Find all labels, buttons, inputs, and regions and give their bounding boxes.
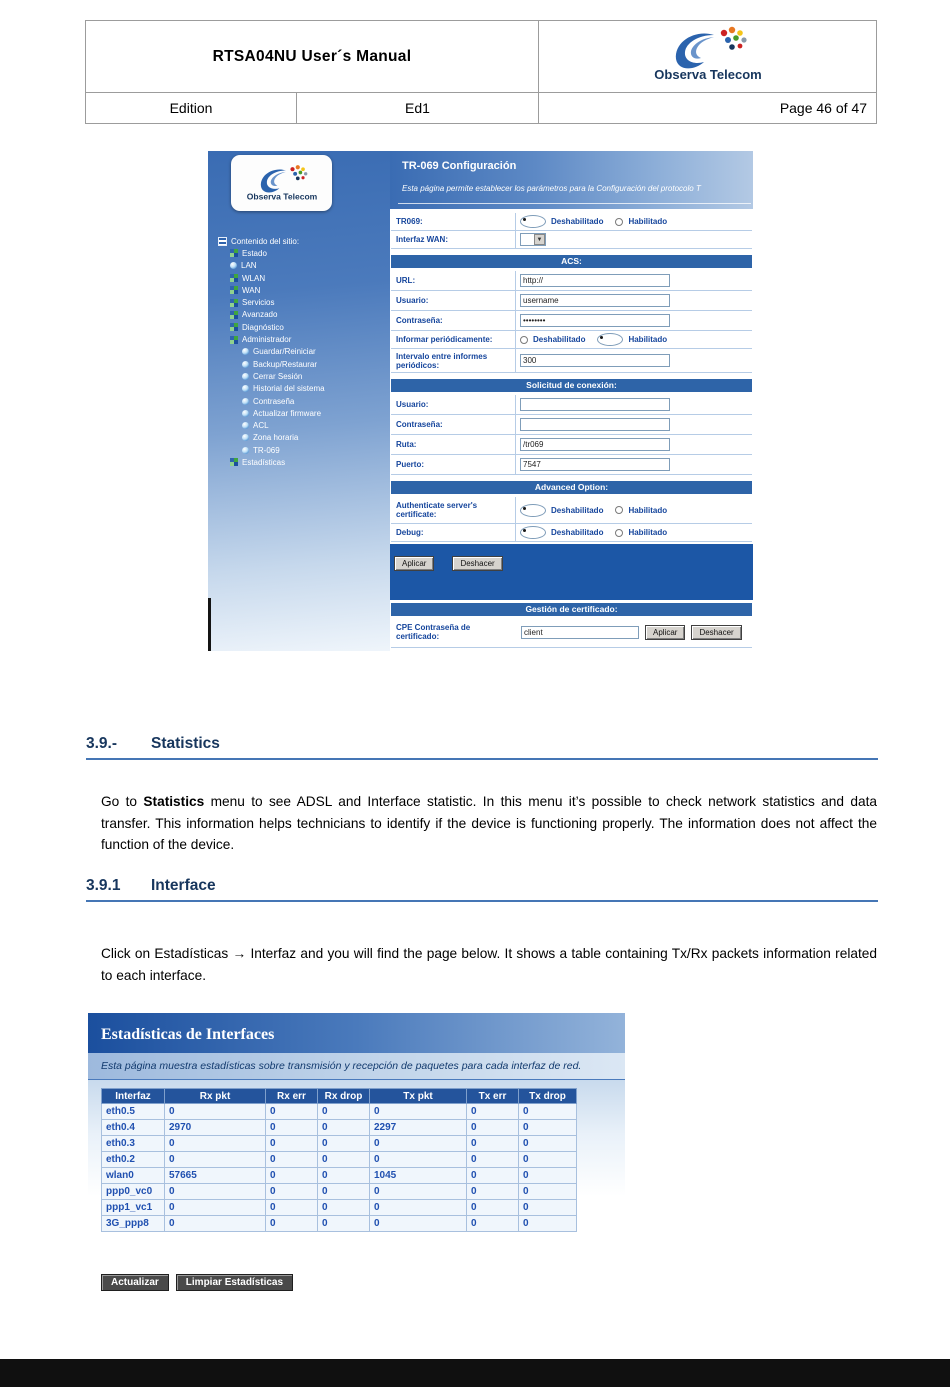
statistics-page-subtitle: Esta página muestra estadísticas sobre transmisión y recepción de paquetes para cada interfaz de red. bbox=[88, 1053, 625, 1080]
sidebar-item-label: Servicios bbox=[242, 298, 275, 308]
column-header: Tx err bbox=[467, 1089, 519, 1104]
stat-cell: 0 bbox=[318, 1168, 370, 1184]
interface-paragraph bbox=[101, 943, 877, 986]
url-input[interactable] bbox=[520, 274, 670, 287]
blocks-icon bbox=[230, 299, 238, 307]
sidebar-item-label: WAN bbox=[242, 285, 261, 295]
stat-cell: 0 bbox=[467, 1136, 519, 1152]
stat-cell: 1045 bbox=[370, 1168, 467, 1184]
sidebar-item-estadisticas[interactable] bbox=[218, 456, 388, 468]
stat-cell: 0 bbox=[318, 1152, 370, 1168]
tree-root-label: Contenido del sitio: bbox=[231, 236, 300, 246]
field-label: TR069: bbox=[396, 217, 423, 226]
sidebar-item-wlan[interactable] bbox=[218, 272, 388, 284]
paragraph-text: Click on Estadísticas bbox=[101, 946, 233, 961]
page-number: Page 46 of 47 bbox=[539, 93, 877, 124]
sidebar-item-lan[interactable] bbox=[218, 260, 388, 272]
sidebar-item-label: Administrador bbox=[242, 335, 292, 345]
blocks-icon bbox=[230, 458, 238, 466]
logo-dot bbox=[301, 176, 304, 179]
stat-cell: 0 bbox=[318, 1104, 370, 1120]
sidebar-item-cerrar-sesion[interactable] bbox=[218, 370, 388, 382]
sidebar-item-label: LAN bbox=[241, 261, 257, 271]
form-row-acs-user bbox=[391, 291, 752, 311]
inform-habilitado-radio[interactable] bbox=[597, 333, 623, 346]
form-row-interval bbox=[391, 349, 752, 373]
stat-cell: 0 bbox=[165, 1200, 266, 1216]
blocks-icon bbox=[230, 249, 238, 257]
stat-cell: 0 bbox=[165, 1216, 266, 1232]
stat-cell: 0 bbox=[370, 1184, 467, 1200]
advanced-option-section-bar: Advanced Option: bbox=[391, 481, 752, 494]
form-row-url bbox=[391, 271, 752, 291]
auth-deshabilitado-radio[interactable] bbox=[520, 504, 546, 517]
stat-cell: 0 bbox=[370, 1104, 467, 1120]
section-title: Statistics bbox=[151, 735, 220, 752]
stat-cell: 0 bbox=[467, 1184, 519, 1200]
section-number: 3.9.- bbox=[86, 735, 118, 752]
field-label: Ruta: bbox=[396, 440, 417, 449]
sidebar-item-label: Avanzado bbox=[242, 310, 278, 320]
column-header: Rx pkt bbox=[165, 1089, 266, 1104]
stat-cell: 0 bbox=[266, 1120, 318, 1136]
sphere-icon bbox=[242, 385, 249, 392]
arrow-right-icon: → bbox=[232, 946, 247, 961]
sidebar-item-label: Estado bbox=[242, 248, 267, 258]
form-row-conn-user bbox=[391, 395, 752, 415]
connection-request-section-bar: Solicitud de conexión: bbox=[391, 379, 752, 392]
stat-cell: 0 bbox=[519, 1136, 577, 1152]
table-row bbox=[102, 1136, 577, 1152]
sidebar-item-historial-del-sistema[interactable] bbox=[218, 383, 388, 395]
tr069-page-header bbox=[390, 151, 753, 209]
sidebar-item-label: Actualizar firmware bbox=[253, 408, 322, 418]
stat-cell: 2297 bbox=[370, 1120, 467, 1136]
stat-cell: 0 bbox=[370, 1200, 467, 1216]
field-label: Contraseña: bbox=[396, 316, 443, 325]
stat-cell: 0 bbox=[467, 1168, 519, 1184]
sidebar-item-diagnostico[interactable] bbox=[218, 321, 388, 333]
form-row-tr069 bbox=[391, 213, 752, 231]
sidebar-item-label: TR-069 bbox=[253, 445, 280, 455]
stat-cell: 0 bbox=[467, 1104, 519, 1120]
sidebar-item-label: ACL bbox=[253, 421, 269, 431]
form-row-cpe-certificate bbox=[391, 619, 752, 648]
screenshot-edge-artifact bbox=[208, 598, 211, 651]
path-input[interactable] bbox=[520, 438, 670, 451]
paragraph-bold-text: Statistics bbox=[143, 794, 205, 809]
section-heading-interface bbox=[86, 877, 878, 902]
stat-cell: 0 bbox=[467, 1200, 519, 1216]
observa-telecom-logo-small bbox=[236, 161, 328, 205]
sphere-icon bbox=[242, 373, 249, 380]
stat-cell: 0 bbox=[370, 1216, 467, 1232]
tr069-deshabilitado-radio[interactable] bbox=[520, 215, 546, 228]
chevron-down-icon: ▼ bbox=[534, 234, 545, 245]
interface-name: 3G_ppp8 bbox=[102, 1216, 165, 1232]
blocks-icon bbox=[230, 336, 238, 344]
interface-name: eth0.5 bbox=[102, 1104, 165, 1120]
stat-cell: 0 bbox=[318, 1184, 370, 1200]
cpe-password-input[interactable] bbox=[521, 626, 639, 639]
stat-cell: 0 bbox=[370, 1136, 467, 1152]
interface-name: ppp0_vc0 bbox=[102, 1184, 165, 1200]
table-header-row bbox=[102, 1089, 577, 1104]
stat-cell: 0 bbox=[467, 1120, 519, 1136]
sidebar-item-avanzado[interactable] bbox=[218, 309, 388, 321]
radio-label: Deshabilitado bbox=[533, 335, 586, 344]
statistics-paragraph bbox=[101, 791, 877, 856]
stat-cell: 0 bbox=[266, 1104, 318, 1120]
port-input[interactable] bbox=[520, 458, 670, 471]
logo-dot bbox=[295, 165, 299, 169]
wan-interface-select[interactable] bbox=[520, 233, 546, 246]
form-row-auth-certificate bbox=[391, 497, 752, 524]
field-label: Contraseña: bbox=[396, 420, 443, 429]
form-row-path bbox=[391, 435, 752, 455]
debug-deshabilitado-radio[interactable] bbox=[520, 526, 546, 539]
sphere-icon bbox=[242, 447, 249, 454]
sidebar-item-label: Contraseña bbox=[253, 396, 295, 406]
table-row bbox=[102, 1104, 577, 1120]
sidebar-item-label: Historial del sistema bbox=[253, 384, 325, 394]
stat-cell: 0 bbox=[165, 1152, 266, 1168]
stat-cell: 0 bbox=[266, 1184, 318, 1200]
field-label: Puerto: bbox=[396, 460, 424, 469]
sidebar-item-actualizar-firmware[interactable] bbox=[218, 407, 388, 419]
logo-brand-text: Observa Telecom bbox=[653, 67, 762, 82]
interface-name: ppp1_vc1 bbox=[102, 1200, 165, 1216]
table-row bbox=[102, 1216, 577, 1232]
paragraph-text: Interfaz and you will find the page below. It shows a table containing Tx/Rx packets information related to each interface. bbox=[101, 946, 877, 983]
stat-cell: 0 bbox=[266, 1152, 318, 1168]
radio-label: Habilitado bbox=[628, 505, 668, 515]
table-row bbox=[102, 1200, 577, 1216]
field-label: Informar periódicamente: bbox=[396, 335, 493, 344]
page-bottom-bar bbox=[0, 1359, 950, 1387]
stat-cell: 57665 bbox=[165, 1168, 266, 1184]
stat-cell: 0 bbox=[318, 1200, 370, 1216]
form-row-conn-password bbox=[391, 415, 752, 435]
field-label: Usuario: bbox=[396, 296, 429, 305]
tr069-habilitado-radio[interactable] bbox=[615, 218, 623, 226]
interval-input[interactable] bbox=[520, 354, 670, 367]
stat-cell: 0 bbox=[519, 1168, 577, 1184]
sidebar-item-zona-horaria[interactable] bbox=[218, 432, 388, 444]
radio-label: Habilitado bbox=[628, 528, 668, 537]
radio-label: Deshabilitado bbox=[551, 217, 604, 226]
logo-dot bbox=[741, 37, 746, 42]
apply-button[interactable]: Aplicar bbox=[394, 556, 434, 571]
logo-dot bbox=[303, 172, 306, 175]
statistics-table-area bbox=[88, 1080, 625, 1235]
stat-cell: 0 bbox=[519, 1216, 577, 1232]
radio-label: Deshabilitado bbox=[551, 505, 604, 515]
logo-dot bbox=[290, 167, 294, 171]
table-row bbox=[102, 1168, 577, 1184]
logo-dot bbox=[737, 44, 742, 49]
sidebar-item-servicios[interactable] bbox=[218, 296, 388, 308]
stat-cell: 2970 bbox=[165, 1120, 266, 1136]
stat-cell: 0 bbox=[519, 1200, 577, 1216]
form-row-inform bbox=[391, 331, 752, 349]
field-label: Authenticate server's certificate: bbox=[396, 501, 478, 519]
blocks-icon bbox=[230, 274, 238, 282]
field-label: Usuario: bbox=[396, 400, 429, 409]
sidebar-item-backup-restaurar[interactable] bbox=[218, 358, 388, 370]
logo-dot bbox=[293, 172, 297, 176]
logo-dot bbox=[301, 167, 305, 171]
statistics-page-title: Estadísticas de Interfaces bbox=[101, 1026, 275, 1043]
paragraph-text: Go to bbox=[101, 794, 144, 809]
interface-name: eth0.4 bbox=[102, 1120, 165, 1136]
acs-password-input[interactable] bbox=[520, 314, 670, 327]
stat-cell: 0 bbox=[519, 1120, 577, 1136]
manual-title: RTSA04NU User´s Manual bbox=[86, 21, 539, 93]
stat-cell: 0 bbox=[318, 1120, 370, 1136]
sphere-icon bbox=[242, 434, 249, 441]
stat-cell: 0 bbox=[370, 1152, 467, 1168]
table-row bbox=[102, 1152, 577, 1168]
stat-cell: 0 bbox=[519, 1152, 577, 1168]
site-navigation-tree bbox=[218, 235, 388, 469]
sidebar-item-acl[interactable] bbox=[218, 419, 388, 431]
radio-label: Deshabilitado bbox=[551, 528, 604, 537]
debug-habilitado-radio[interactable] bbox=[615, 529, 623, 537]
interface-name: eth0.3 bbox=[102, 1136, 165, 1152]
sphere-icon bbox=[242, 361, 249, 368]
interface-statistics-table bbox=[101, 1088, 577, 1232]
table-row bbox=[102, 1184, 577, 1200]
sidebar-logo-box bbox=[231, 155, 332, 211]
router-sidebar bbox=[208, 151, 390, 651]
header-divider bbox=[398, 203, 751, 204]
sidebar-item-label: Guardar/Reiniciar bbox=[253, 347, 316, 357]
sidebar-item-label: Zona horaria bbox=[253, 433, 299, 443]
sidebar-item-label: Estadísticas bbox=[242, 457, 286, 467]
sidebar-item-administrador[interactable] bbox=[218, 333, 388, 345]
sidebar-item-wan[interactable] bbox=[218, 284, 388, 296]
sidebar-item-label: Cerrar Sesión bbox=[253, 371, 303, 381]
header-table bbox=[85, 20, 877, 124]
sphere-icon bbox=[230, 262, 237, 269]
certificate-undo-button[interactable]: Deshacer bbox=[691, 625, 741, 640]
sphere-icon bbox=[242, 422, 249, 429]
logo-dot bbox=[729, 44, 735, 50]
blocks-icon bbox=[230, 286, 238, 294]
edition-value: Ed1 bbox=[297, 93, 539, 124]
logo-dot bbox=[295, 177, 299, 181]
sidebar-item-tr-069[interactable] bbox=[218, 444, 388, 456]
tree-root bbox=[218, 235, 388, 247]
sphere-icon bbox=[242, 398, 249, 405]
radio-label: Habilitado bbox=[628, 217, 668, 226]
logo-brand-text: Observa Telecom bbox=[246, 191, 317, 202]
acs-username-input[interactable] bbox=[520, 294, 670, 307]
stat-cell: 0 bbox=[165, 1184, 266, 1200]
stat-cell: 0 bbox=[266, 1136, 318, 1152]
column-header: Interfaz bbox=[102, 1089, 165, 1104]
logo-dot bbox=[737, 30, 743, 36]
clear-statistics-button[interactable]: Limpiar Estadísticas bbox=[176, 1274, 293, 1291]
field-label: Debug: bbox=[396, 528, 424, 537]
stat-cell: 0 bbox=[266, 1168, 318, 1184]
logo-dot bbox=[298, 171, 302, 175]
field-label: URL: bbox=[396, 276, 416, 285]
sphere-icon bbox=[242, 348, 249, 355]
observa-telecom-logo bbox=[638, 25, 778, 83]
stat-cell: 0 bbox=[519, 1184, 577, 1200]
interface-name: eth0.2 bbox=[102, 1152, 165, 1168]
section-number: 3.9.1 bbox=[86, 877, 121, 894]
logo-dot bbox=[728, 27, 734, 33]
form-row-port bbox=[391, 455, 752, 475]
stat-cell: 0 bbox=[318, 1216, 370, 1232]
stat-cell: 0 bbox=[266, 1200, 318, 1216]
stat-cell: 0 bbox=[467, 1216, 519, 1232]
column-header: Tx drop bbox=[519, 1089, 577, 1104]
stat-cell: 0 bbox=[519, 1104, 577, 1120]
tr069-page-subtitle: Esta página permite establecer los parámetros para la Configuración del protocolo T bbox=[402, 184, 701, 193]
column-header: Rx err bbox=[266, 1089, 318, 1104]
stat-cell: 0 bbox=[266, 1216, 318, 1232]
blocks-icon bbox=[230, 323, 238, 331]
refresh-button[interactable]: Actualizar bbox=[101, 1274, 169, 1291]
site-content-icon bbox=[218, 237, 227, 246]
stat-cell: 0 bbox=[318, 1136, 370, 1152]
table-row bbox=[102, 1120, 577, 1136]
field-label: Intervalo entre informes periódicos: bbox=[396, 351, 488, 370]
blocks-icon bbox=[230, 311, 238, 319]
statistics-buttons bbox=[101, 1274, 293, 1291]
form-row-wan-interface bbox=[391, 231, 752, 249]
logo-swoosh-inner bbox=[690, 37, 713, 59]
connection-username-input[interactable] bbox=[520, 398, 670, 411]
radio-label: Habilitado bbox=[628, 335, 668, 344]
paragraph-text: menu to see ADSL and Interface statistic. In this menu it’s possible to check network statistics and data transfer. This information helps technicians to identify if the device is functioning properly. The information does not affect the function of the device. bbox=[101, 794, 878, 852]
stat-cell: 0 bbox=[467, 1152, 519, 1168]
column-header: Rx drop bbox=[318, 1089, 370, 1104]
sidebar-item-guardar-reiniciar[interactable] bbox=[218, 346, 388, 358]
connection-password-input[interactable] bbox=[520, 418, 670, 431]
sphere-icon bbox=[242, 410, 249, 417]
certificate-section-bar: Gestión de certificado: bbox=[391, 603, 752, 616]
logo-cell bbox=[539, 21, 877, 93]
column-header: Tx pkt bbox=[370, 1089, 467, 1104]
certificate-apply-button[interactable]: Aplicar bbox=[645, 625, 685, 640]
sidebar-item-label: WLAN bbox=[242, 273, 266, 283]
auth-habilitado-radio[interactable] bbox=[615, 506, 623, 514]
tr069-page-title: TR-069 Configuración bbox=[402, 160, 517, 172]
logo-dot bbox=[725, 37, 731, 43]
logo-swoosh-inner bbox=[270, 172, 285, 186]
inform-deshabilitado-radio[interactable] bbox=[520, 336, 528, 344]
acs-section-bar: ACS: bbox=[391, 255, 752, 268]
apply-button-bar bbox=[390, 544, 753, 600]
form-row-debug bbox=[391, 524, 752, 542]
sidebar-item-contrasena[interactable] bbox=[218, 395, 388, 407]
logo-dot bbox=[720, 30, 726, 36]
statistics-screenshot bbox=[88, 1013, 625, 1235]
tr069-screenshot bbox=[208, 151, 753, 651]
interface-name: wlan0 bbox=[102, 1168, 165, 1184]
edition-label: Edition bbox=[86, 93, 297, 124]
stat-cell: 0 bbox=[165, 1104, 266, 1120]
field-label: CPE Contraseña de certificado: bbox=[396, 623, 471, 641]
field-label: Interfaz WAN: bbox=[396, 235, 448, 244]
stat-cell: 0 bbox=[165, 1136, 266, 1152]
sidebar-item-label: Diagnóstico bbox=[242, 322, 284, 332]
sidebar-item-label: Backup/Restaurar bbox=[253, 359, 318, 369]
statistics-page-header bbox=[88, 1013, 625, 1053]
tr069-form bbox=[390, 209, 753, 651]
undo-button[interactable]: Deshacer bbox=[452, 556, 502, 571]
form-row-acs-password bbox=[391, 311, 752, 331]
section-title: Interface bbox=[151, 877, 216, 894]
section-heading-statistics bbox=[86, 735, 878, 760]
logo-dot bbox=[733, 35, 739, 41]
sidebar-item-estado[interactable] bbox=[218, 247, 388, 259]
